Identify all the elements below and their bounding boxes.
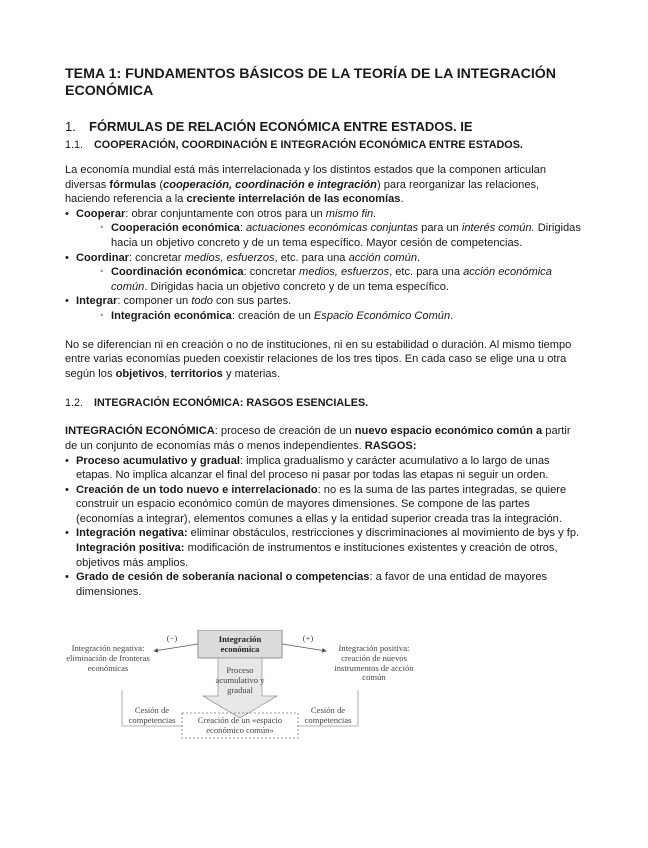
document-page [65, 66, 585, 599]
section-1-heading [65, 119, 585, 135]
common-space-label: Creación de un «espacio económico común» [197, 715, 283, 735]
integration-diagram [62, 630, 522, 740]
subsection-1-2-heading [65, 396, 585, 410]
subsection-1-2-title: INTEGRACIÓN ECONÓMICA: RASGOS ESENCIALES. [94, 397, 369, 410]
arrow-to-positive [282, 644, 326, 651]
subsection-1-1-title: COOPERACIÓN, COORDINACIÓN E INTEGRACIÓN ECONÓMICA ENTRE ESTADOS. [94, 139, 523, 151]
subsection-1-2-number: 1.2. [65, 397, 84, 410]
list-item-coordinar: • Coordinar: concretar medios, esfuerzos, etc. para una acción común. ◦ Coordinación económica: concretar medios, esfuerzos, etc. para una acción económica común. Dirigidas hacia un objetivo concreto y de un tema específico. [65, 251, 585, 295]
minus-sign-label: (−) [166, 633, 178, 643]
section-1-title: FÓRMULAS DE RELACIÓN ECONÓMICA ENTRE ESTADOS. IE [89, 119, 473, 134]
feature-item-acumulativo: • Proceso acumulativo y gradual: implica gradualismo y carácter acumulativo a lo largo de unas etapas. No implica alcanzar el final del proceso ni pasar por todas las etapas ni seguir un orden. [65, 454, 585, 483]
cesion-right-label: Cesión de competencias [304, 705, 352, 725]
negative-integration-label: Integración negativa: eliminación de fronteras económicas [66, 643, 150, 673]
subsection-1-1-number: 1.1. [65, 139, 84, 151]
intro-paragraph: La economía mundial está más interrelacionada y los distintos estados que la componen articulan diversas fórmulas (cooperación, coordinación e integración) para reorganizar las relaciones, haciendo referencia a la creciente interrelación de las economías. [65, 164, 547, 206]
relation-types-list [65, 207, 585, 324]
positive-integration-label: Integración positiva: creación de nuevos instrumentos de acción común [334, 643, 414, 683]
center-box-label: Integración económica [218, 634, 262, 654]
sublist-item-integracion: ◦ Integración económica: creación de un Espacio Económico Común. [100, 309, 585, 324]
features-list [65, 454, 585, 600]
sublist-item-coordinacion: ◦ Coordinación económica: concretar medios, esfuerzos, etc. para una acción económica común. Dirigidas hacia un objetivo concreto y de un tema específico. [100, 265, 585, 294]
list-item-cooperar: • Cooperar: obrar conjuntamente con otros para un mismo fin. ◦ Cooperación económica: actuaciones económicas conjuntas para un interés común. Dirigidas hacia un objetivo concreto y de un tema específico. Mayor cesión de competencias. [65, 207, 585, 251]
subsection-1-1-heading [65, 138, 585, 152]
list-item-integrar: • Integrar: componer un todo con sus partes. ◦ Integración económica: creación de un Espacio Económico Común. [65, 294, 585, 323]
process-label: Proceso acumulativo y gradual [215, 665, 265, 695]
feature-item-todo-nuevo: • Creación de un todo nuevo e interrelacionado: no es la suma de las partes integradas, se quiere construir un espacio económico común de mayores dimensiones. Se compone de las partes (economías a integrar), elementos comunes a ellas y la entidad superior creada tras la integración. [65, 483, 585, 527]
section-1-number: 1. [65, 119, 76, 134]
coexistence-paragraph: No se diferencian ni en creación o no de instituciones, ni en su estabilidad o duración. Al mismo tiempo entre varias economías pueden coexistir relaciones de los tres tipos. En cada caso se elige una u otra según los objetivos, territorios y materias. [65, 338, 572, 380]
arrow-to-negative [154, 644, 198, 651]
document-title: TEMA 1: FUNDAMENTOS BÁSICOS DE LA TEORÍA DE LA INTEGRACIÓN ECONÓMICA [65, 66, 557, 99]
cesion-left-label: Cesión de competencias [128, 705, 176, 725]
sublist-item-cooperacion: ◦ Cooperación económica: actuaciones económicas conjuntas para un interés común. Dirigidas hacia un objetivo concreto y de un tema específico. Mayor cesión de competencias. [100, 221, 585, 250]
definition-paragraph: INTEGRACIÓN ECONÓMICA: proceso de creación de un nuevo espacio económico común a partir de un conjunto de economías más o menos independientes. RASGOS: [65, 425, 571, 452]
plus-sign-label: (+) [302, 633, 314, 643]
feature-item-integracion-neg-pos: • Integración negativa: eliminar obstáculos, restricciones y discriminaciones al movimiento de bys y fp. Integración positiva: modificación de instrumentos e instituciones existentes y creación de otros, objetivos más amplios. [65, 526, 585, 570]
feature-item-soberania: • Grado de cesión de soberanía nacional o competencias: a favor de una entidad de mayores dimensiones. [65, 570, 585, 599]
